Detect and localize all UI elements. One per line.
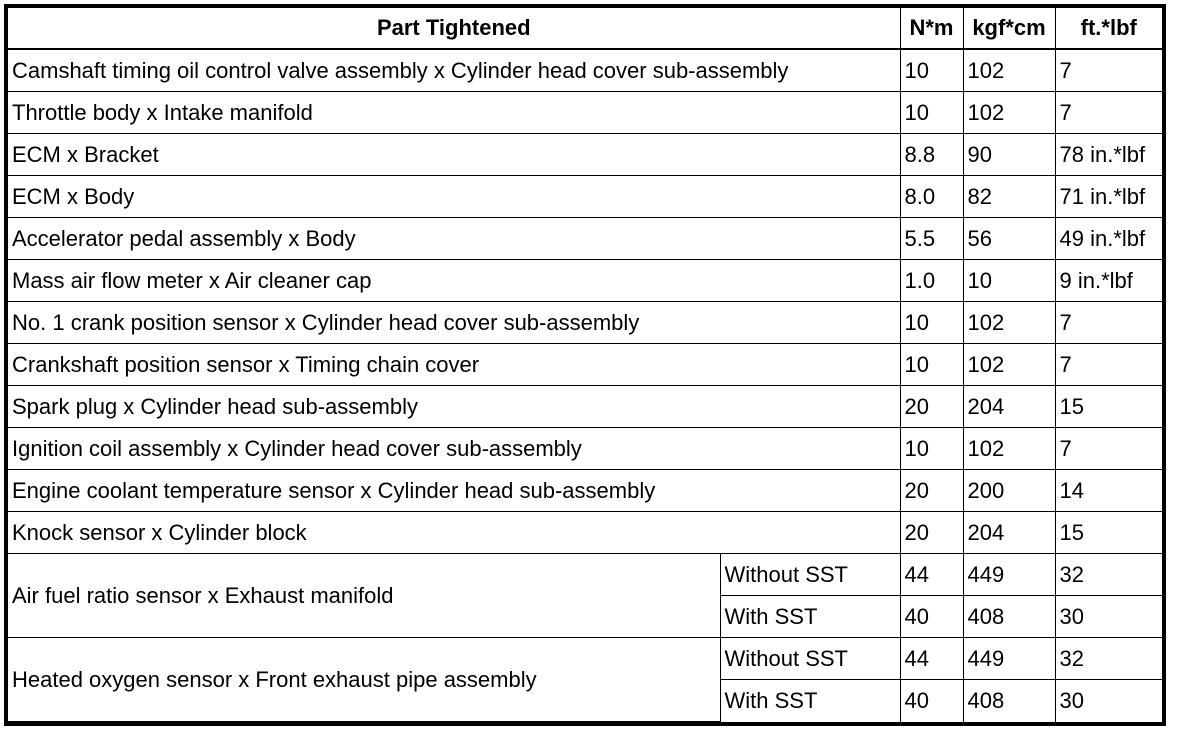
kgf-cm-cell: 200 bbox=[963, 470, 1055, 512]
nm-cell: 44 bbox=[900, 638, 963, 680]
kgf-cm-cell: 102 bbox=[963, 428, 1055, 470]
ft-lbf-cell: 15 bbox=[1055, 512, 1162, 554]
nm-cell: 10 bbox=[900, 92, 963, 134]
part-cell: ECM x Body bbox=[8, 176, 900, 218]
ft-lbf-cell: 78 in.*lbf bbox=[1055, 134, 1162, 176]
ft-lbf-cell: 7 bbox=[1055, 344, 1162, 386]
nm-cell: 20 bbox=[900, 386, 963, 428]
nm-cell: 10 bbox=[900, 49, 963, 92]
kgf-cm-cell: 102 bbox=[963, 49, 1055, 92]
part-cell: Spark plug x Cylinder head sub-assembly bbox=[8, 386, 900, 428]
torque-spec-table bbox=[8, 8, 1162, 722]
header-ft-lbf: ft.*lbf bbox=[1055, 8, 1162, 49]
nm-cell: 10 bbox=[900, 344, 963, 386]
kgf-cm-cell: 10 bbox=[963, 260, 1055, 302]
table-row bbox=[8, 344, 1162, 386]
nm-cell: 10 bbox=[900, 302, 963, 344]
kgf-cm-cell: 102 bbox=[963, 92, 1055, 134]
table-row bbox=[8, 134, 1162, 176]
ft-lbf-cell: 15 bbox=[1055, 386, 1162, 428]
kgf-cm-cell: 90 bbox=[963, 134, 1055, 176]
table-row bbox=[8, 260, 1162, 302]
part-cell: ECM x Bracket bbox=[8, 134, 900, 176]
ft-lbf-cell: 7 bbox=[1055, 49, 1162, 92]
table-row bbox=[8, 512, 1162, 554]
nm-cell: 20 bbox=[900, 512, 963, 554]
nm-cell: 40 bbox=[900, 596, 963, 638]
part-cell: Accelerator pedal assembly x Body bbox=[8, 218, 900, 260]
ft-lbf-cell: 71 in.*lbf bbox=[1055, 176, 1162, 218]
part-cell: Crankshaft position sensor x Timing chain cover bbox=[8, 344, 900, 386]
ft-lbf-cell: 14 bbox=[1055, 470, 1162, 512]
table-row bbox=[8, 49, 1162, 92]
ft-lbf-cell: 32 bbox=[1055, 554, 1162, 596]
ft-lbf-cell: 7 bbox=[1055, 92, 1162, 134]
header-part-tightened: Part Tightened bbox=[8, 8, 900, 49]
nm-cell: 20 bbox=[900, 470, 963, 512]
ft-lbf-cell: 30 bbox=[1055, 596, 1162, 638]
grouped-part-cell: Heated oxygen sensor x Front exhaust pipe assembly bbox=[8, 638, 720, 722]
kgf-cm-cell: 56 bbox=[963, 218, 1055, 260]
condition-cell: With SST bbox=[720, 596, 900, 638]
kgf-cm-cell: 449 bbox=[963, 554, 1055, 596]
part-cell: Ignition coil assembly x Cylinder head cover sub-assembly bbox=[8, 428, 900, 470]
nm-cell: 1.0 bbox=[900, 260, 963, 302]
part-cell: Mass air flow meter x Air cleaner cap bbox=[8, 260, 900, 302]
nm-cell: 5.5 bbox=[900, 218, 963, 260]
part-cell: No. 1 crank position sensor x Cylinder head cover sub-assembly bbox=[8, 302, 900, 344]
part-cell: Knock sensor x Cylinder block bbox=[8, 512, 900, 554]
table-row bbox=[8, 218, 1162, 260]
header-kgf-cm: kgf*cm bbox=[963, 8, 1055, 49]
header-row bbox=[8, 8, 1162, 49]
part-cell: Camshaft timing oil control valve assembly x Cylinder head cover sub-assembly bbox=[8, 49, 900, 92]
table-row bbox=[8, 176, 1162, 218]
nm-cell: 8.0 bbox=[900, 176, 963, 218]
table-row-group-start bbox=[8, 554, 1162, 596]
kgf-cm-cell: 449 bbox=[963, 638, 1055, 680]
table-row bbox=[8, 386, 1162, 428]
part-cell: Engine coolant temperature sensor x Cylinder head sub-assembly bbox=[8, 470, 900, 512]
table-row-group-start bbox=[8, 638, 1162, 680]
condition-cell: Without SST bbox=[720, 638, 900, 680]
kgf-cm-cell: 204 bbox=[963, 512, 1055, 554]
part-cell: Throttle body x Intake manifold bbox=[8, 92, 900, 134]
ft-lbf-cell: 30 bbox=[1055, 680, 1162, 722]
grouped-part-cell: Air fuel ratio sensor x Exhaust manifold bbox=[8, 554, 720, 638]
nm-cell: 40 bbox=[900, 680, 963, 722]
ft-lbf-cell: 32 bbox=[1055, 638, 1162, 680]
table-row bbox=[8, 470, 1162, 512]
table-row bbox=[8, 302, 1162, 344]
table-row bbox=[8, 92, 1162, 134]
torque-spec-table-frame bbox=[4, 4, 1166, 726]
kgf-cm-cell: 204 bbox=[963, 386, 1055, 428]
header-nm: N*m bbox=[900, 8, 963, 49]
kgf-cm-cell: 408 bbox=[963, 596, 1055, 638]
kgf-cm-cell: 82 bbox=[963, 176, 1055, 218]
kgf-cm-cell: 102 bbox=[963, 344, 1055, 386]
ft-lbf-cell: 7 bbox=[1055, 428, 1162, 470]
nm-cell: 8.8 bbox=[900, 134, 963, 176]
kgf-cm-cell: 408 bbox=[963, 680, 1055, 722]
ft-lbf-cell: 7 bbox=[1055, 302, 1162, 344]
nm-cell: 10 bbox=[900, 428, 963, 470]
ft-lbf-cell: 9 in.*lbf bbox=[1055, 260, 1162, 302]
condition-cell: Without SST bbox=[720, 554, 900, 596]
condition-cell: With SST bbox=[720, 680, 900, 722]
kgf-cm-cell: 102 bbox=[963, 302, 1055, 344]
nm-cell: 44 bbox=[900, 554, 963, 596]
ft-lbf-cell: 49 in.*lbf bbox=[1055, 218, 1162, 260]
table-row bbox=[8, 428, 1162, 470]
